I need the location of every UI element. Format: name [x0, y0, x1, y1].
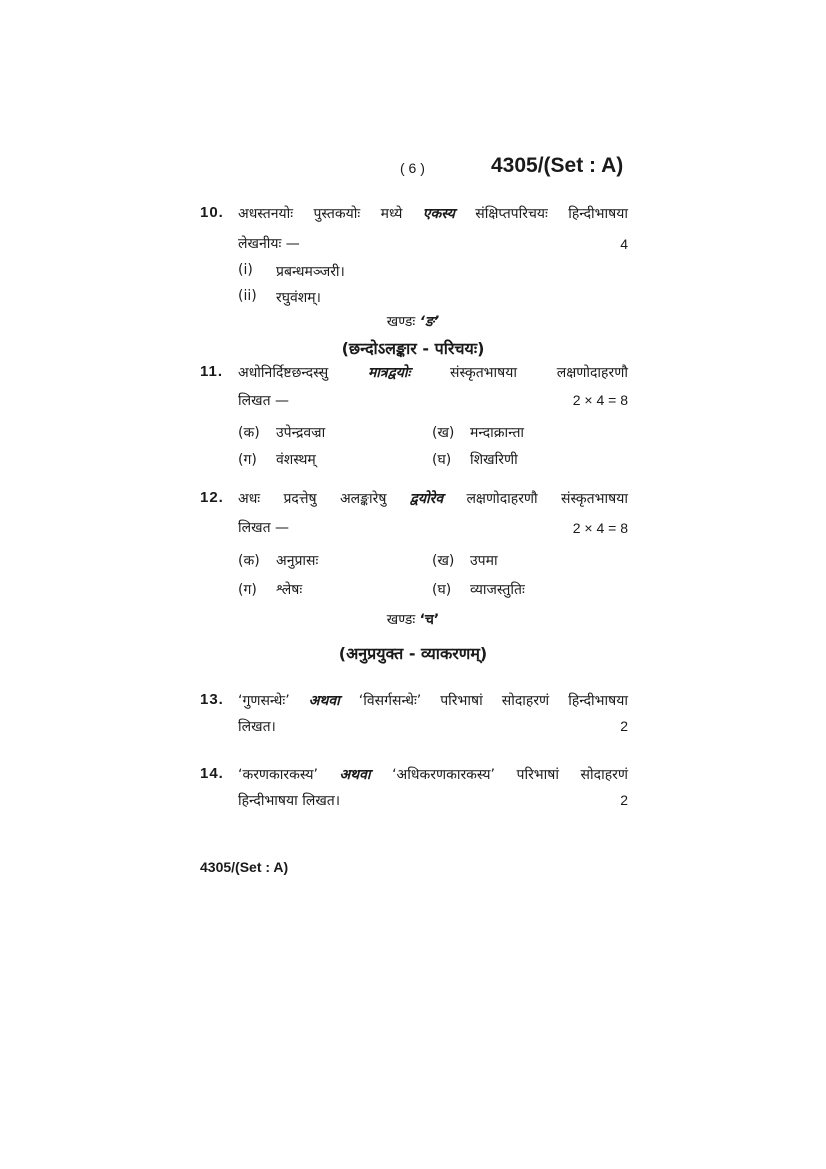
marks: 2: [620, 718, 628, 734]
option-label: (ग): [238, 582, 257, 598]
option-text: उपेन्द्रवज्रा: [276, 425, 326, 441]
question-10-line-1: अधस्तनयोः पुस्तकयोः मध्ये एकस्य संक्षिप्तपरिचयः हिन्दीभाषया: [238, 206, 628, 222]
page-number: ( 6 ): [400, 160, 425, 176]
section-heading-ch: खण्डः ‘च’: [386, 612, 440, 628]
question-12-line-1: अधः प्रदत्तेषु अलङ्कारेषु द्वयोरेव लक्षणोदाहरणौ संस्कृतभाषया: [238, 491, 628, 507]
question-11-line-2: लिखत —: [238, 393, 290, 409]
emphasis-word: एकस्य: [422, 206, 455, 222]
option-label: (i): [238, 262, 253, 278]
option-text: व्याजस्तुतिः: [470, 582, 525, 598]
question-14-line-2: हिन्दीभाषया लिखत।: [238, 793, 341, 809]
emphasis-word: द्वयोरेव: [409, 491, 444, 507]
section-title-e: (छन्दोऽलङ्कार - परिचयः): [341, 339, 485, 358]
section-heading-e: खण्डः ‘ङ’: [386, 314, 440, 330]
option-text: रघुवंशम्।: [276, 290, 321, 306]
option-text: श्लेषः: [276, 582, 303, 598]
paper-code-footer: 4305/(Set : A): [200, 859, 289, 875]
option-label: (ग): [238, 452, 257, 468]
paper-code-header: 4305/(Set : A): [491, 154, 624, 177]
option-text: मन्दाक्रान्ता: [470, 425, 525, 441]
option-text: उपमा: [470, 553, 498, 569]
marks: 2: [620, 792, 628, 808]
question-14-line-1: ‘करणकारकस्य’ अथवा ‘अधिकरणकारकस्य’ परिभाषां सोदाहरणं: [238, 767, 628, 783]
question-12-line-2: लिखत —: [238, 520, 290, 536]
question-number: 12.: [200, 489, 224, 506]
emphasis-word: अथवा: [308, 693, 340, 709]
option-text: शिखरिणी: [470, 452, 518, 468]
question-number: 10.: [200, 204, 224, 221]
marks: 2 × 4 = 8: [572, 392, 628, 408]
option-label: (ख): [432, 553, 455, 569]
question-10-line-2: लेखनीयः —: [238, 236, 300, 252]
question-number: 11.: [200, 363, 224, 380]
option-label: (घ): [432, 582, 452, 598]
emphasis-word: अथवा: [339, 767, 371, 783]
question-number: 13.: [200, 691, 224, 708]
marks: 4: [620, 236, 628, 252]
question-11-line-1: अधोनिर्दिष्टछन्दस्सु मात्रद्वयोः संस्कृतभाषया लक्षणोदाहरणौ: [238, 365, 628, 381]
option-text: वंशस्थम्: [276, 452, 316, 468]
emphasis-word: मात्रद्वयोः: [367, 365, 411, 381]
option-label: (क): [238, 553, 260, 569]
question-13-line-2: लिखत।: [238, 719, 276, 735]
section-title-ch: (अनुप्रयुक्त - व्याकरणम्): [338, 644, 488, 663]
option-text: अनुप्रासः: [276, 553, 319, 569]
marks: 2 × 4 = 8: [572, 520, 628, 536]
option-label: (घ): [432, 452, 452, 468]
option-text: प्रबन्धमञ्जरी।: [276, 264, 345, 280]
option-label: (ii): [238, 288, 257, 304]
option-label: (क): [238, 425, 260, 441]
question-number: 14.: [200, 765, 224, 782]
option-label: (ख): [432, 425, 455, 441]
question-13-line-1: ‘गुणसन्धेः’ अथवा ‘विसर्गसन्धेः’ परिभाषां सोदाहरणं हिन्दीभाषया: [238, 693, 628, 709]
